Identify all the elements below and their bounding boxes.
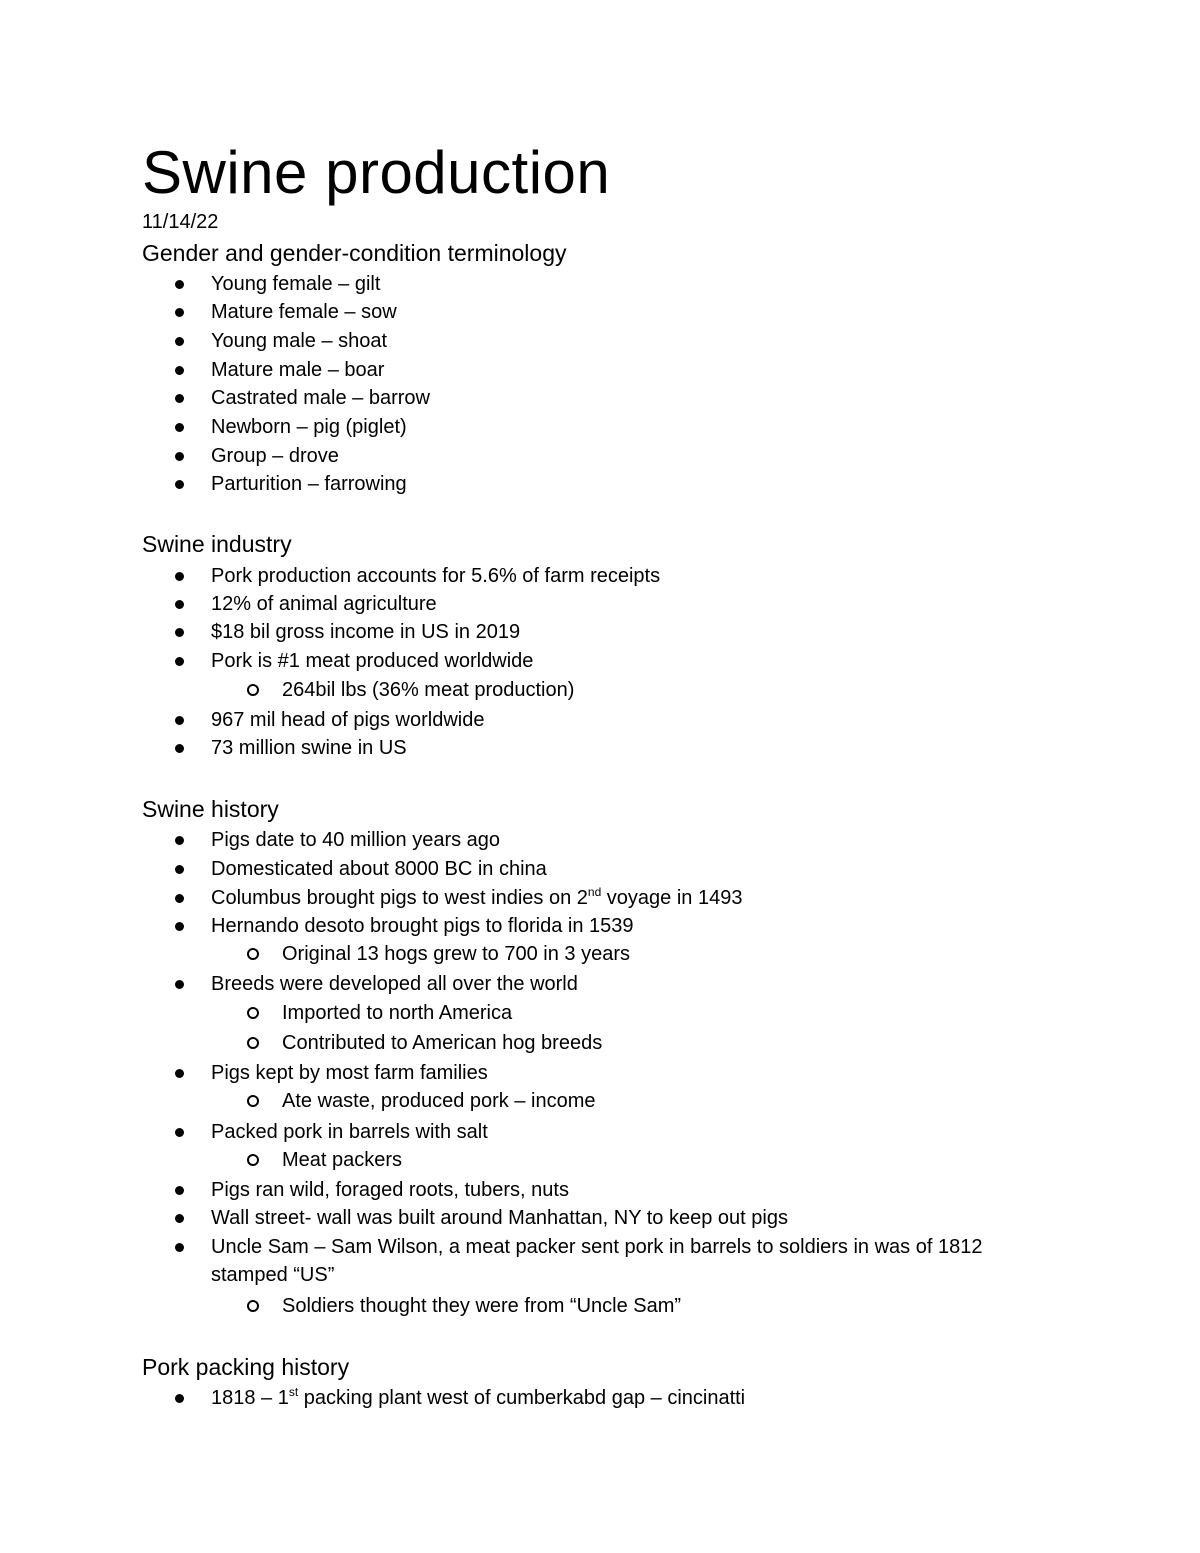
list-item: 967 mil head of pigs worldwide xyxy=(211,709,485,731)
sub-list-item: Soldiers thought they were from “Uncle Sam” xyxy=(282,1295,682,1317)
list-item: Domesticated about 8000 BC in china xyxy=(211,858,547,880)
list-item: Young female – gilt xyxy=(211,273,381,295)
bullet-icon xyxy=(175,1128,184,1137)
list-item-text: 1818 – 1 xyxy=(211,1387,289,1409)
list-item: Wall street- wall was built around Manhattan, NY to keep out pigs xyxy=(211,1207,788,1229)
sub-list-item: Original 13 hogs grew to 700 in 3 years xyxy=(282,943,630,965)
sub-list-item: Ate waste, produced pork – income xyxy=(282,1090,596,1112)
bullet-icon xyxy=(175,1069,184,1078)
bullet-icon xyxy=(175,744,184,753)
sub-bullet-icon xyxy=(247,1007,259,1019)
list-item: $18 bil gross income in US in 2019 xyxy=(211,621,521,643)
list-item-text: Columbus brought pigs to west indies on 2 xyxy=(211,887,588,909)
ordinal-suffix: st xyxy=(288,1385,299,1399)
list-item: Breeds were developed all over the world xyxy=(211,973,578,995)
list-item: Pigs ran wild, foraged roots, tubers, nuts xyxy=(211,1179,569,1201)
bullet-icon xyxy=(175,480,184,489)
list-item-continuation: stamped “US” xyxy=(211,1264,335,1286)
bullet-icon xyxy=(175,980,184,989)
bullet-icon xyxy=(175,394,184,403)
bullet-icon xyxy=(175,572,184,581)
section-heading-industry: Swine industry xyxy=(142,531,292,557)
sub-list-item: Contributed to American hog breeds xyxy=(282,1032,603,1054)
bullet-icon xyxy=(175,1243,184,1252)
document-date: 11/14/22 xyxy=(142,211,219,233)
sub-bullet-icon xyxy=(247,1037,259,1049)
sub-bullet-icon xyxy=(247,1154,259,1166)
list-item: Pigs kept by most farm families xyxy=(211,1062,488,1084)
bullet-icon xyxy=(175,600,184,609)
bullet-icon xyxy=(175,423,184,432)
bullet-icon xyxy=(175,1214,184,1223)
list-item: Newborn – pig (piglet) xyxy=(211,416,407,438)
bullet-icon xyxy=(175,716,184,725)
document-title: Swine production xyxy=(142,139,611,206)
list-item: Pork production accounts for 5.6% of farm receipts xyxy=(211,565,661,587)
list-item xyxy=(211,885,742,911)
list-item: Hernando desoto brought pigs to florida in 1539 xyxy=(211,915,634,937)
bullet-icon xyxy=(175,366,184,375)
list-item: Mature female – sow xyxy=(211,301,397,323)
list-item: Parturition – farrowing xyxy=(211,473,407,495)
bullet-icon xyxy=(175,308,184,317)
list-item: Mature male – boar xyxy=(211,359,385,381)
bullet-icon xyxy=(175,337,184,346)
sub-bullet-icon xyxy=(247,948,259,960)
bullet-icon xyxy=(175,657,184,666)
sub-bullet-icon xyxy=(247,1095,259,1107)
list-item-text: voyage in 1493 xyxy=(601,887,743,909)
sub-list-item: Imported to north America xyxy=(282,1002,513,1024)
list-item: Castrated male – barrow xyxy=(211,387,430,409)
section-heading-terminology: Gender and gender-condition terminology xyxy=(142,240,567,266)
list-item: Group – drove xyxy=(211,445,339,467)
list-item: Young male – shoat xyxy=(211,330,388,352)
list-item: 12% of animal agriculture xyxy=(211,593,437,615)
bullet-icon xyxy=(175,1394,184,1403)
list-item: Packed pork in barrels with salt xyxy=(211,1121,488,1143)
bullet-icon xyxy=(175,1186,184,1195)
sub-list-item: Meat packers xyxy=(282,1149,403,1171)
bullet-icon xyxy=(175,922,184,931)
bullet-icon xyxy=(175,280,184,289)
section-heading-packing: Pork packing history xyxy=(142,1354,350,1380)
list-item: 73 million swine in US xyxy=(211,737,407,759)
section-heading-history: Swine history xyxy=(142,796,279,822)
list-item-text: packing plant west of cumberkabd gap – cincinatti xyxy=(298,1387,746,1409)
bullet-icon xyxy=(175,836,184,845)
bullet-icon xyxy=(175,865,184,874)
list-item xyxy=(211,1385,745,1411)
sub-bullet-icon xyxy=(247,684,259,696)
list-item: Pigs date to 40 million years ago xyxy=(211,829,501,851)
bullet-icon xyxy=(175,894,184,903)
bullet-icon xyxy=(175,628,184,637)
sub-list-item: 264bil lbs (36% meat production) xyxy=(282,679,575,701)
bullet-icon xyxy=(175,452,184,461)
list-item: Pork is #1 meat produced worldwide xyxy=(211,650,534,672)
ordinal-suffix: nd xyxy=(587,885,602,899)
sub-bullet-icon xyxy=(247,1300,259,1312)
list-item: Uncle Sam – Sam Wilson, a meat packer sent pork in barrels to soldiers in was of 1812 xyxy=(211,1236,983,1258)
